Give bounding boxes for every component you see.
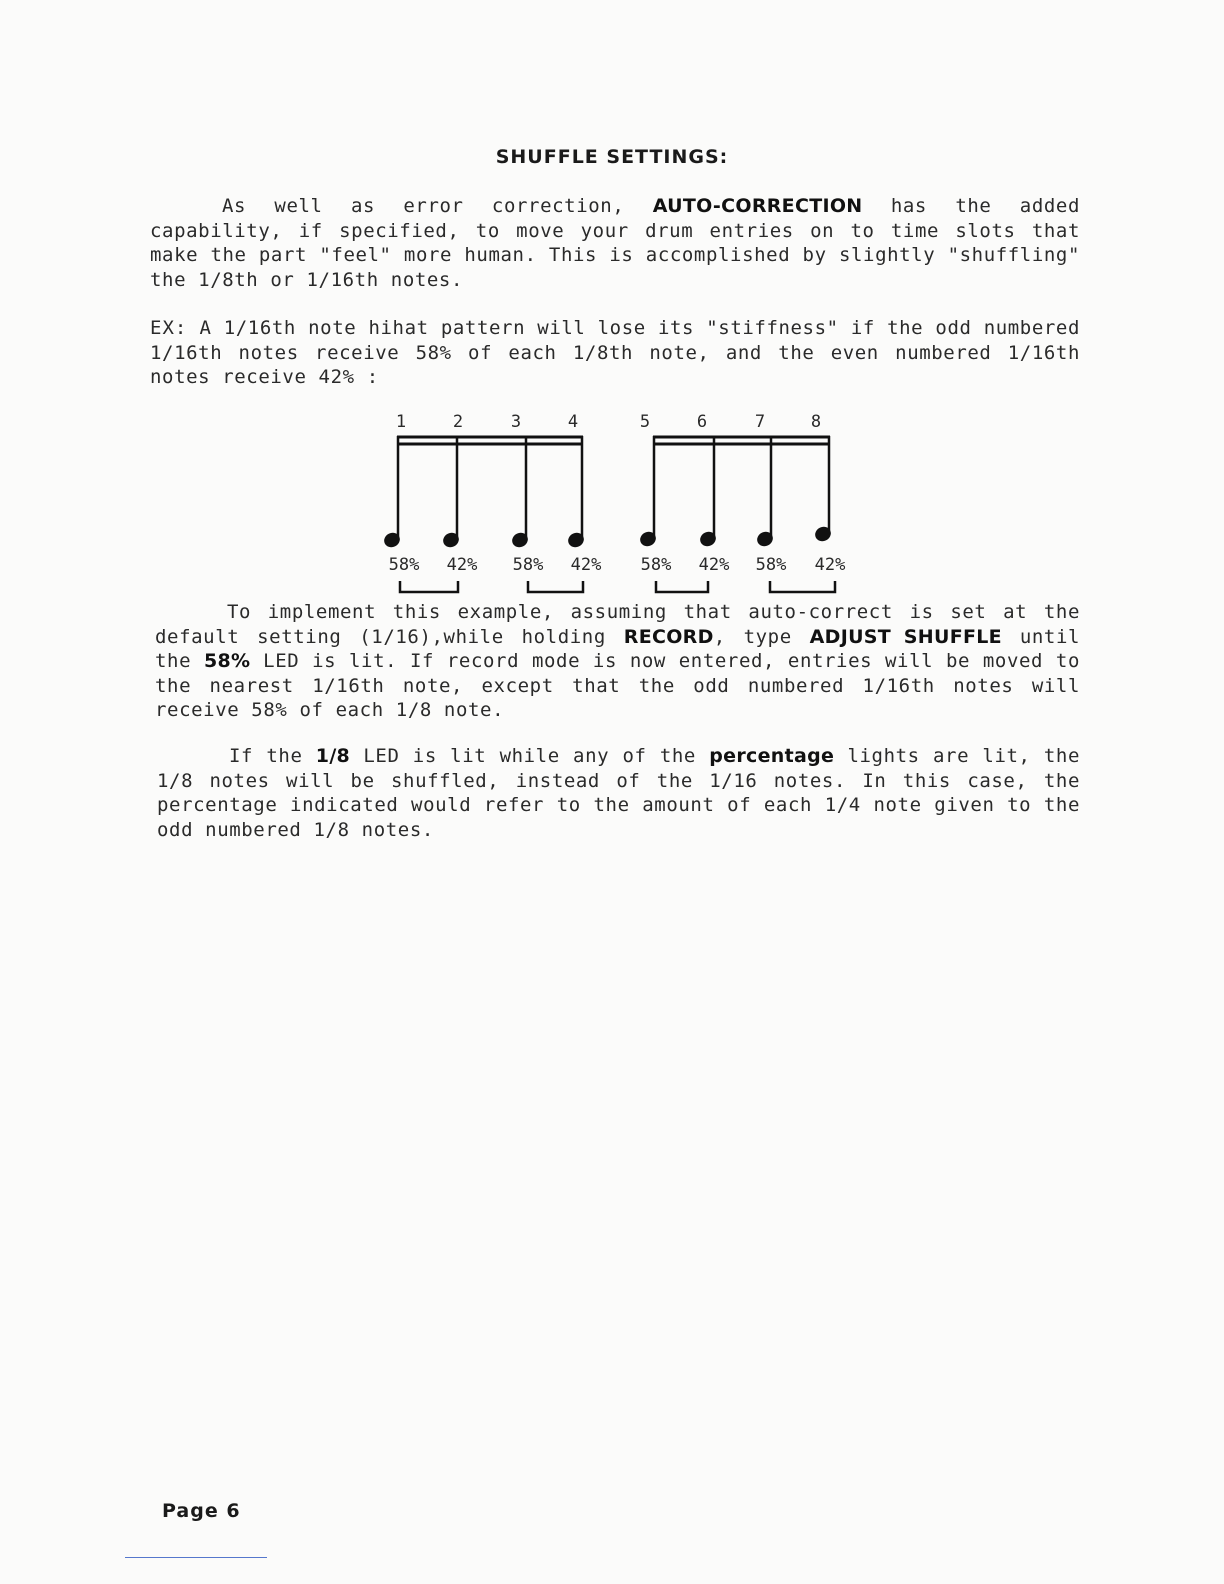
pair-bracket-4: [770, 581, 835, 592]
note-number-labels: [396, 412, 821, 432]
eighth-text-1: If the: [229, 745, 303, 767]
pair-bracket-1: [400, 581, 458, 592]
note-number-1: 1: [395, 412, 407, 432]
eighth-text-3: lights are lit, the 1/8 notes will be shuffled, instead of the 1/16 notes. In this case, the percentage indicated would refer to the amount of each 1/4 note given to the odd numbered 1/8 notes.: [157, 745, 1080, 841]
pair-brackets: [400, 581, 835, 592]
percentage-label-8: 42%: [814, 555, 846, 575]
note-number-6: 6: [696, 412, 708, 432]
percentage-label-6: 42%: [698, 555, 730, 575]
note-number-7: 7: [754, 412, 766, 432]
impl-text-1: To implement this example, assuming that auto-correct is set at the default setting (1/16),while holding: [155, 601, 1080, 648]
percentage-label-7: 58%: [755, 555, 787, 575]
percentage-label-5: 58%: [640, 555, 672, 575]
eighth-note-paragraph: [157, 744, 1080, 842]
page-number: Page 6: [162, 1500, 241, 1522]
eighth-led-term: 1/8: [315, 745, 351, 767]
percent-led-term: 58%: [203, 650, 251, 672]
pair-bracket-2: [528, 581, 583, 592]
impl-text-3: until the: [155, 625, 1081, 672]
shuffle-note-diagram: [370, 400, 870, 605]
intro-paragraph: [150, 194, 1080, 292]
note-number-3: 3: [510, 412, 522, 432]
pair-bracket-3: [656, 581, 708, 592]
note-number-2: 2: [452, 412, 464, 432]
impl-text-2: , type: [713, 625, 792, 648]
percentage-term: percentage: [709, 745, 835, 767]
footer-rule: [125, 1557, 267, 1558]
intro-text-1: As well as error correction,: [222, 195, 625, 217]
auto-correction-term: AUTO-CORRECTION: [652, 195, 863, 217]
adjust-shuffle-term: ADJUST SHUFFLE: [809, 625, 1002, 648]
example-label: EX:: [150, 317, 188, 339]
record-key-term: RECORD: [623, 625, 714, 648]
page-heading: SHUFFLE SETTINGS:: [495, 146, 729, 168]
note-group: [382, 436, 833, 550]
percentage-label-1: 58%: [388, 555, 420, 575]
example-paragraph: [150, 316, 1080, 390]
note-number-4: 4: [567, 412, 579, 432]
example-text: A 1/16th note hihat pattern will lose its "stiffness" if the odd numbered 1/16th notes receive 58% of each 1/8th note, and the even numbered 1/16th notes receive 42% :: [150, 317, 1081, 388]
note-number-5: 5: [639, 412, 651, 432]
eighth-text-2: LED is lit while any of the: [363, 745, 696, 767]
percentage-label-4: 42%: [570, 555, 602, 575]
percentage-label-3: 58%: [512, 555, 544, 575]
impl-text-4: LED is lit. If record mode is now entered, entries will be moved to the nearest 1/16th note, except that the odd numbered 1/16th notes will receive 58% of each 1/8 note.: [155, 650, 1080, 721]
note-number-8: 8: [810, 412, 822, 432]
intro-text-2: has the added capability, if specified, to move your drum entries on to time slots that make the part "feel" more human. This is accomplished by slightly "shuffling" the 1/8th or 1/16th notes.: [150, 195, 1080, 291]
percentage-label-2: 42%: [446, 555, 478, 575]
percentage-labels: [389, 555, 846, 575]
implementation-paragraph: [155, 600, 1080, 723]
